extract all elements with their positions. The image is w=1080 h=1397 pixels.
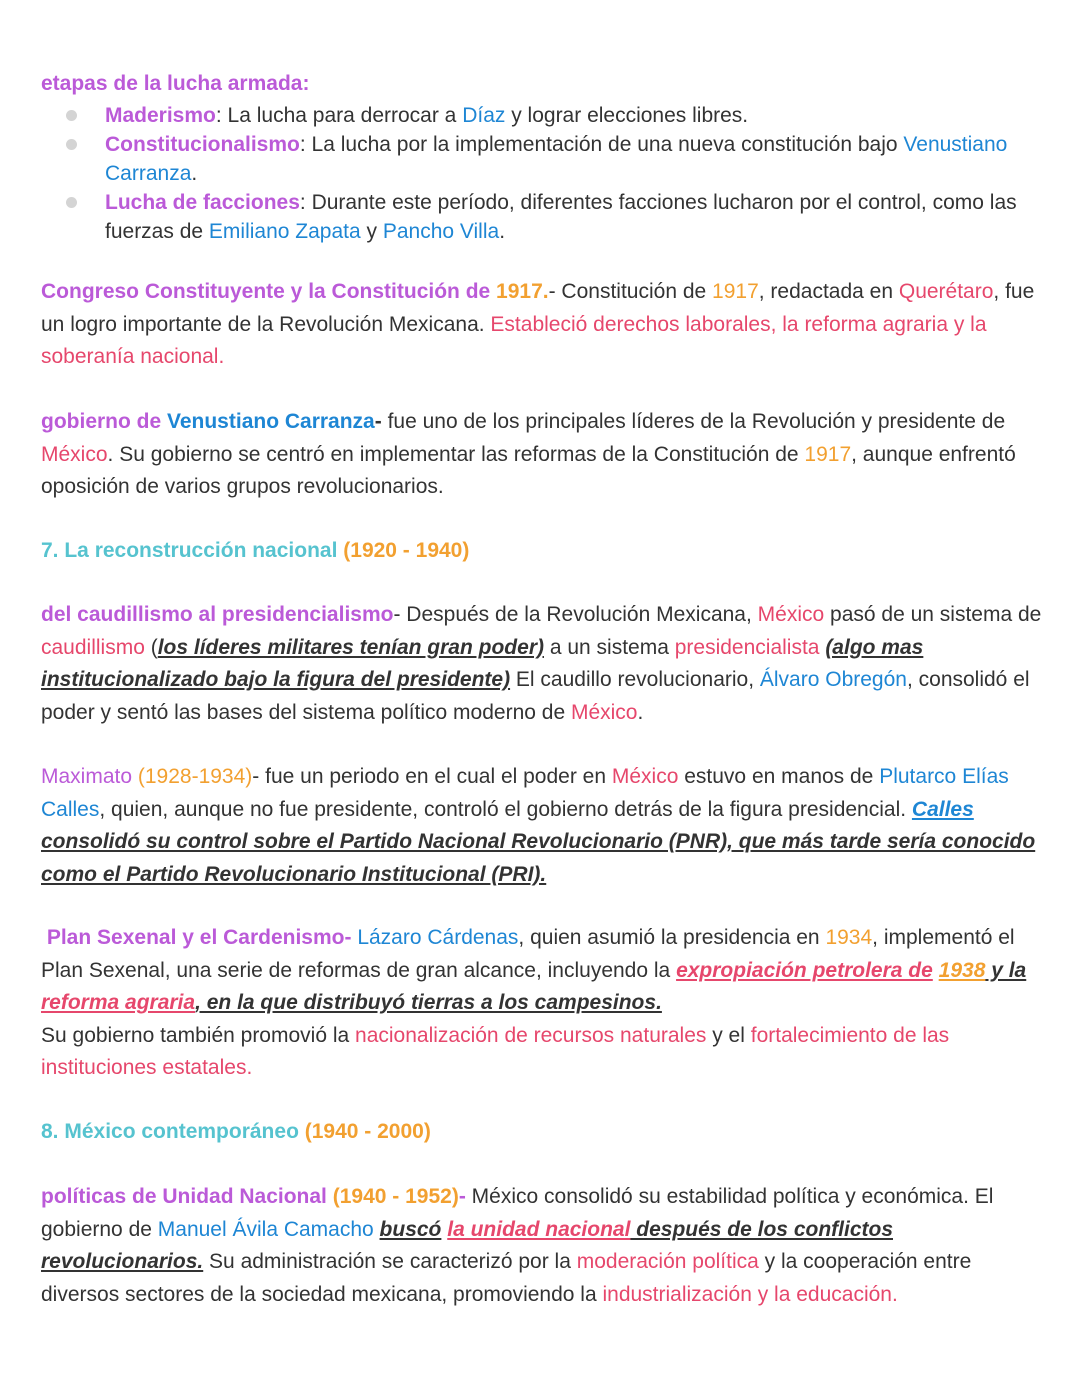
person-name: Díaz	[462, 104, 506, 127]
text-span: , fue un logro importante de la Revolución Mexicana.	[41, 280, 1035, 336]
term: caudillismo	[41, 635, 145, 659]
text-span: pasó de un sistema de	[824, 603, 1042, 626]
section-title: gobierno de	[41, 410, 167, 433]
paragraph-cardenismo	[41, 922, 1046, 1085]
text-span: - fue un periodo en el cual el poder en	[252, 765, 612, 788]
section-heading-7	[41, 535, 1046, 568]
text-span: .	[499, 220, 506, 243]
underlined-text: expropiación petrolera de	[676, 958, 933, 982]
years: (1940 - 1952)	[332, 1185, 459, 1208]
text-span: : La lucha para derrocar a	[215, 104, 463, 127]
section-title: Maximato	[41, 765, 138, 788]
etapas-heading	[41, 68, 1046, 101]
text-span: a un sistema	[543, 635, 675, 659]
underlined-text: (algo mas institucionalizado bajo la figura del presidente)	[41, 635, 924, 691]
paragraph-carranza	[41, 406, 1046, 504]
place-name: Querétaro	[898, 280, 994, 303]
text-span: estuvo en manos de	[678, 765, 880, 788]
text-span: - Constitución de	[548, 280, 713, 303]
text-span: y la cooperación entre diversos sectores de la sociedad mexicana, promoviendo la	[41, 1250, 972, 1306]
person-name: Venustiano Carranza	[167, 410, 375, 433]
heading-years: (1940 - 2000)	[304, 1120, 431, 1143]
text-span: , consolidó el poder y sentó las bases del sistema político moderno de	[41, 668, 1030, 724]
text-span: , quien, aunque no fue presidente, controló el gobierno detrás de la figura presidencial.	[99, 797, 912, 821]
person-name: Lázaro Cárdenas	[357, 926, 519, 949]
section-title: Congreso Constituyente y la Constitución de	[41, 280, 497, 303]
person-name: Venustiano Carranza	[105, 133, 1008, 185]
country-name: México	[41, 442, 108, 466]
country-name: México	[757, 603, 825, 626]
term-label: Maderismo	[105, 104, 216, 127]
highlight-text: moderación política	[576, 1250, 759, 1273]
underlined-name: Calles	[911, 797, 974, 821]
list-item	[64, 188, 1024, 246]
underlined-text: y la	[985, 958, 1027, 982]
section-heading-8	[41, 1116, 1046, 1149]
term-label: Constitucionalismo	[105, 133, 300, 156]
text-span: El caudillo revolucionario,	[510, 668, 760, 691]
text-span: (	[144, 635, 158, 659]
years: (1928-1934)	[137, 765, 253, 788]
underlined-year: 1938	[938, 958, 986, 982]
bullet-icon	[66, 110, 77, 121]
year: 1917.	[496, 280, 549, 303]
text-span: Su gobierno también promovió la	[41, 1023, 356, 1047]
text-span: . Su gobierno se centró en implementar las reformas de la Constitución de	[107, 442, 805, 466]
country-name: México	[570, 700, 638, 724]
text-span: .	[191, 162, 198, 185]
dash: -	[374, 410, 382, 433]
text-span: : Durante este período, diferentes facciones lucharon por el control, como las fuerzas de	[105, 191, 1017, 243]
text-span: y lograr elecciones libres.	[505, 104, 749, 127]
highlight-text: industrialización y la educación.	[602, 1282, 898, 1306]
section-title: del caudillismo al presidencialismo	[41, 603, 394, 626]
underlined-text: la unidad nacional	[447, 1217, 631, 1241]
paragraph-caudillismo	[41, 599, 1046, 729]
etapas-list	[64, 101, 1024, 246]
heading-title: 7. La reconstrucción nacional	[41, 539, 344, 562]
text-span: y el	[706, 1023, 751, 1047]
dash: -	[344, 926, 358, 949]
year: 1934	[825, 926, 873, 949]
year: 1917	[712, 280, 759, 303]
underlined-text: , en la que distribuyó tierras a los campesinos.	[195, 991, 662, 1014]
text-span: fue uno de los principales líderes de la Revolución y presidente de	[381, 410, 1006, 433]
paragraph-congreso	[41, 276, 1046, 374]
section-title: Plan Sexenal y el Cardenismo	[46, 926, 345, 949]
person-name: Pancho Villa	[382, 220, 500, 243]
text-span: , redactada en	[758, 280, 899, 303]
highlight-text: fortalecimiento de las instituciones estatales.	[41, 1023, 950, 1079]
text-span: México consolidó su estabilidad política y económica. El gobierno de	[41, 1185, 994, 1241]
text-span: : La lucha por la implementación de una nueva constitución bajo	[299, 133, 904, 156]
term-label: Lucha de facciones	[105, 191, 300, 214]
text-span: .	[637, 700, 644, 724]
country-name: México	[611, 765, 679, 788]
person-name: Emiliano Zapata	[208, 220, 361, 243]
paragraph-unidad-nacional	[41, 1181, 1046, 1311]
list-item	[64, 101, 1024, 130]
text-span: Su administración se caracterizó por la	[203, 1250, 577, 1273]
section-title: políticas de Unidad Nacional	[41, 1185, 333, 1208]
text-span: - Después de la Revolución Mexicana,	[393, 603, 758, 626]
paragraph-maximato	[41, 761, 1046, 891]
text-span: y	[360, 220, 383, 243]
year: 1917	[804, 442, 852, 466]
text-span: , aunque enfrentó oposición de varios grupos revolucionarios.	[41, 442, 1016, 498]
highlight-text: Estableció derechos laborales, la reforma agraria y la soberanía nacional.	[41, 312, 987, 368]
underlined-text: los líderes militares tenían gran poder)	[157, 635, 544, 659]
highlight-text: nacionalización de recursos naturales	[355, 1023, 707, 1047]
heading-years: (1920 - 1940)	[343, 539, 470, 562]
heading-title: 8. México contemporáneo	[41, 1120, 305, 1143]
bullet-icon	[66, 197, 77, 208]
text-span: , quien asumió la presidencia en	[518, 926, 826, 949]
dash: -	[458, 1185, 466, 1208]
person-name: Álvaro Obregón	[759, 668, 907, 691]
person-name: Plutarco Elías Calles	[41, 765, 1009, 821]
underlined-text: reforma agraria	[41, 991, 196, 1014]
term: presidencialista	[674, 635, 820, 659]
list-item	[64, 130, 1024, 188]
heading-text: etapas de la lucha armada:	[41, 72, 310, 95]
bullet-icon	[66, 139, 77, 150]
underlined-text: buscó	[379, 1217, 442, 1241]
text-span: , implementó el Plan Sexenal, una serie de reformas de gran alcance, incluyendo la	[41, 926, 1015, 982]
person-name: Manuel Ávila Camacho	[157, 1217, 374, 1241]
underlined-text: después de los conflictos revolucionarios.	[41, 1217, 893, 1273]
underlined-text: consolidó su control sobre el Partido Nacional Revolucionario (PNR), que más tarde sería conocido como el Partido Revolucionario Institucional (PRI).	[41, 830, 1036, 886]
